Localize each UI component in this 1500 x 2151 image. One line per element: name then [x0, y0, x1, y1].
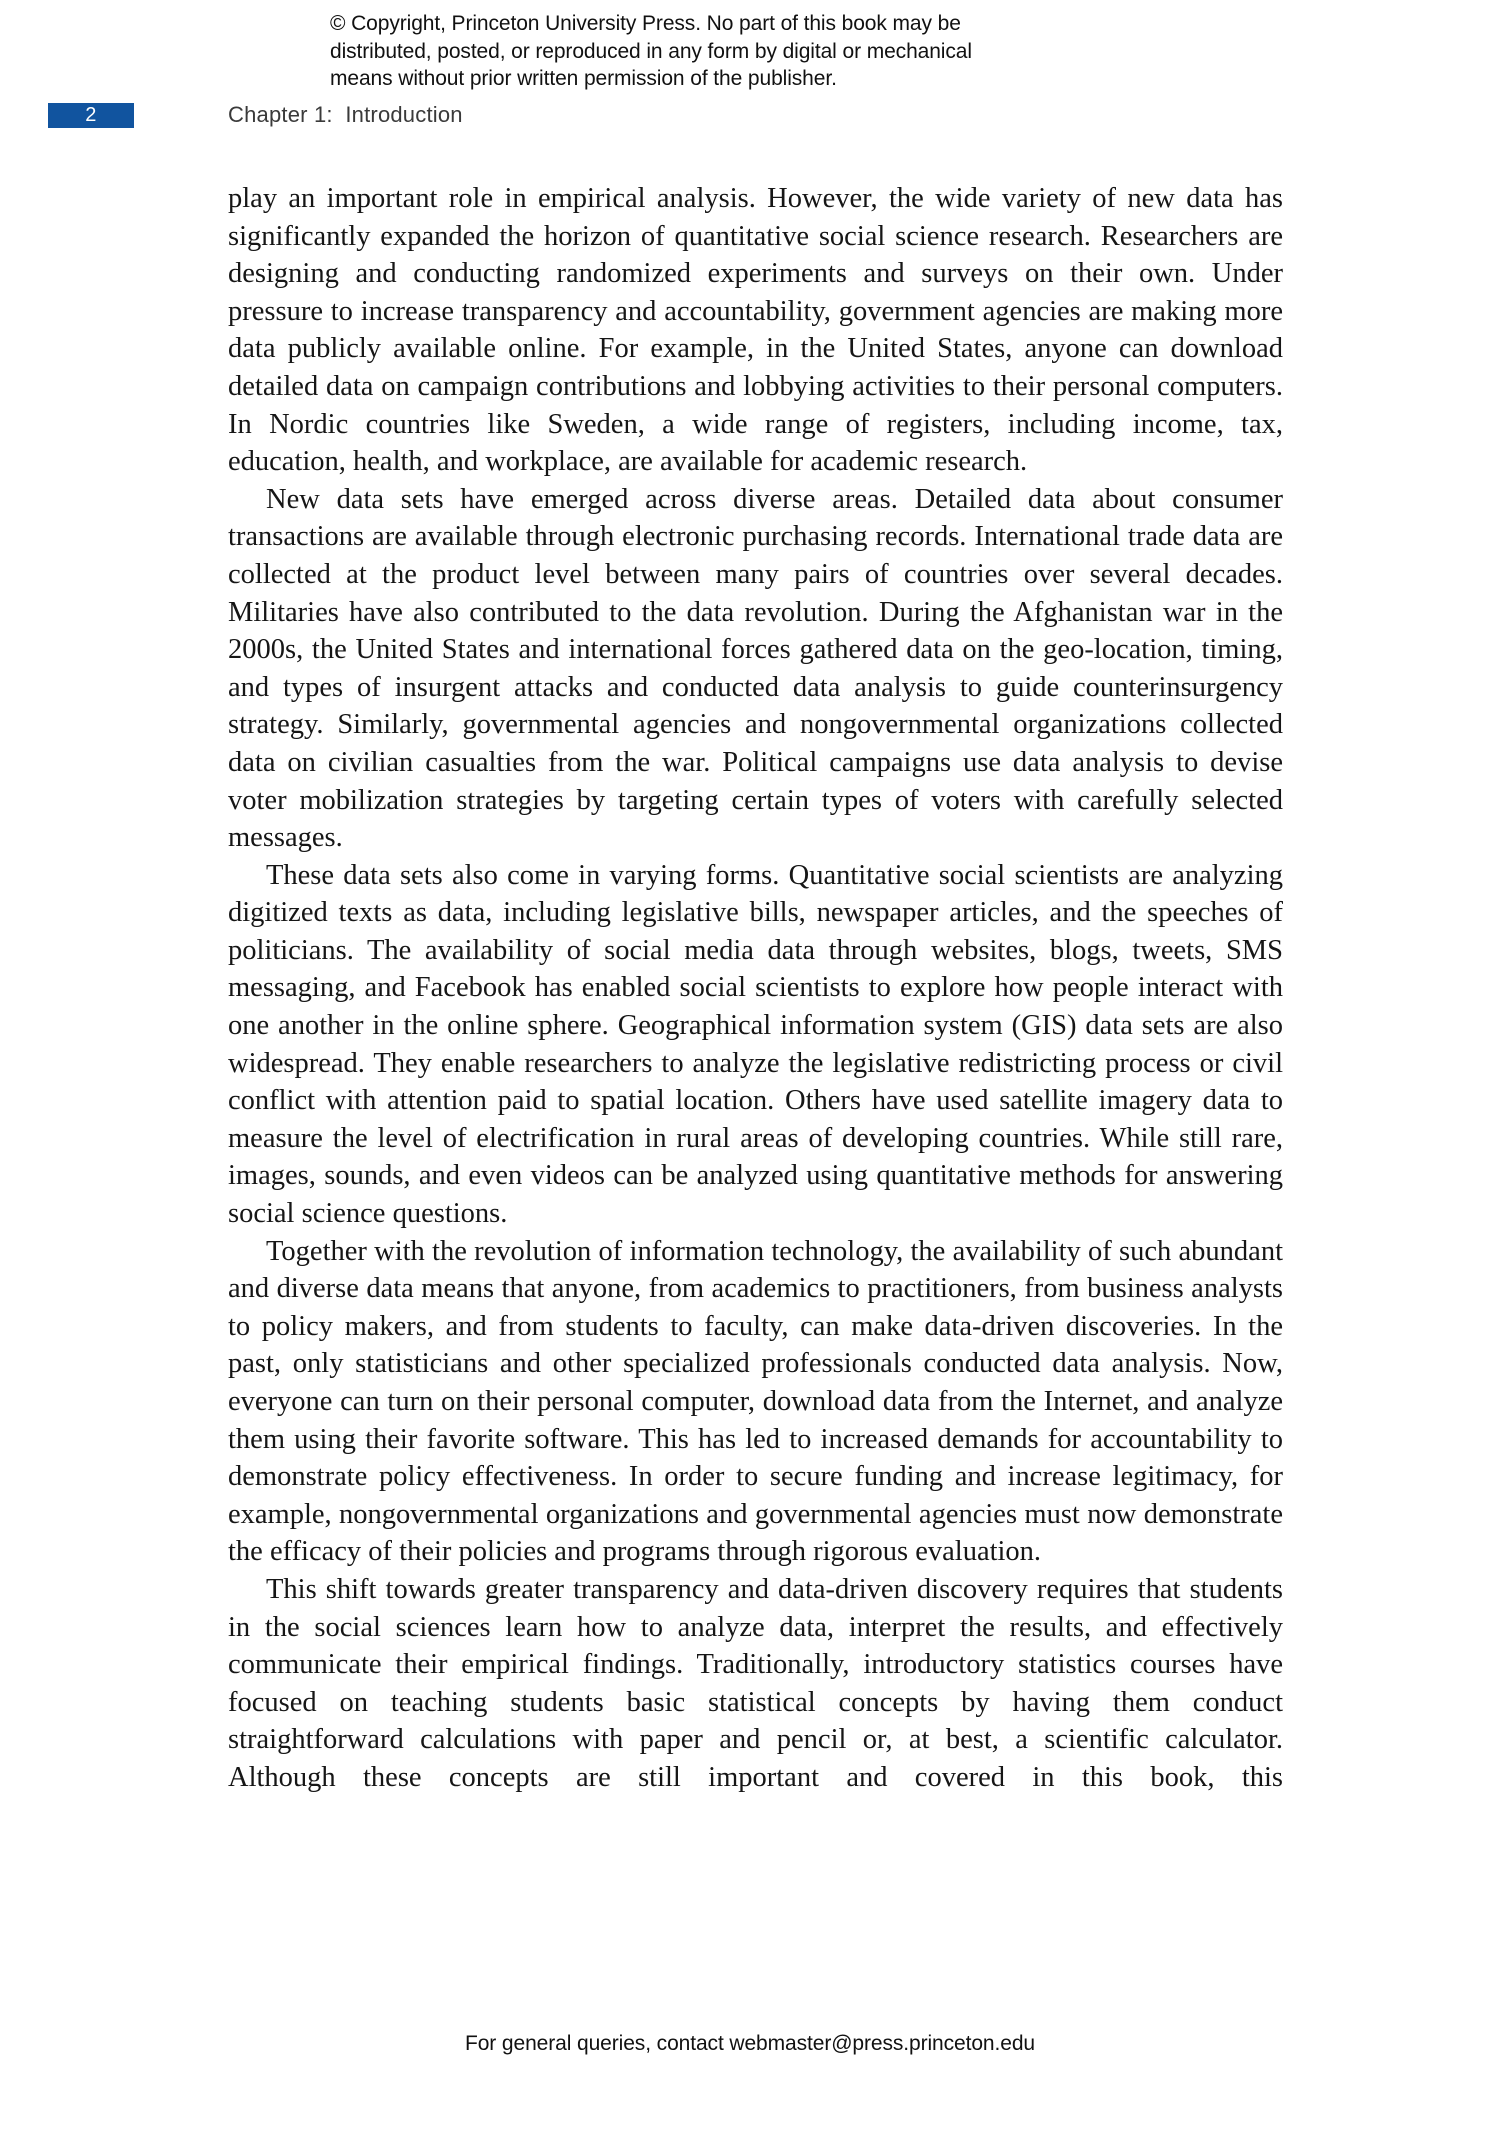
paragraph-3: These data sets also come in varying forms. Quantitative social scientists are analyzing digitized texts as data, including legislative bills, newspaper articles, and the speeches of politicians. The availability of social media data through websites, blogs, tweets, SMS messaging, and Facebook has enabled social scientists to explore how people interact with one another in the online sphere. Geographical information system (GIS) data sets are also widespread. They enable researchers to analyze the legislative redistricting process or civil conflict with attention paid to spatial location. Others have used satellite imagery data to measure the level of electrification in rural areas of developing countries. While still rare, images, sounds, and even videos can be analyzed using quantitative methods for answering social science questions.: [228, 859, 1283, 1230]
paragraph-1: play an important role in empirical analysis. However, the wide variety of new data has significantly expanded the horizon of quantitative social science research. Researchers are designing and conducting randomized experiments and surveys on their own. Under pressure to increase transparency and accountability, government agencies are making more data publicly available online. For example, in the United States, anyone can download detailed data on campaign contributions and lobbying activities to their personal computers. In Nordic countries like Sweden, a wide range of registers, including income, tax, education, health, and workplace, are available for academic research.: [228, 183, 1283, 478]
running-head: [0, 103, 1500, 129]
page-footer: For general queries, contact webmaster@press.princeton.edu: [465, 2032, 1035, 2055]
page-number-badge: 2: [48, 103, 134, 128]
paragraph-4: Together with the revolution of information technology, the availability of such abundant and diverse data means that anyone, from academics to practitioners, from business analysts to policy makers, and from students to faculty, can make data-driven discoveries. In the past, only statisticians and other specialized professionals conducted data analysis. Now, everyone can turn on their personal computer, download data from the Internet, and analyze them using their favorite software. This has led to increased demands for accountability to demonstrate policy effectiveness. In order to secure funding and increase legitimacy, for example, nongovernmental organizations and governmental agencies must now demonstrate the efficacy of their policies and programs through rigorous evaluation.: [228, 1235, 1283, 1568]
copyright-line-1: © Copyright, Princeton University Press. No part of this book may be: [330, 12, 961, 35]
copyright-line-2: distributed, posted, or reproduced in any form by digital or mechanical: [330, 39, 972, 63]
body-text-column: [228, 180, 1283, 1797]
paragraph-5: This shift towards greater transparency and data-driven discovery requires that students in the social sciences learn how to analyze data, interpret the results, and effectively communicate their empirical findings. Traditionally, introductory statistics courses have focused on teaching students basic statistical concepts by having them conduct straightforward calculations with paper and pencil or, at best, a scientific calculator. Although these concepts are still important and covered in this book, this: [228, 1573, 1283, 1793]
paragraph-2: New data sets have emerged across diverse areas. Detailed data about consumer transactions are available through electronic purchasing records. International trade data are collected at the product level between many pairs of countries over several decades. Militaries have also contributed to the data revolution. During the Afghanistan war in the 2000s, the United States and international forces gathered data on the geo-location, timing, and types of insurgent attacks and conducted data analysis to guide counterinsurgency strategy. Similarly, governmental agencies and nongovernmental organizations collected data on civilian casualties from the war. Political campaigns use data analysis to devise voter mobilization strategies by targeting certain types of voters with carefully selected messages.: [228, 483, 1283, 854]
chapter-label: Chapter 1: Introduction: [228, 102, 463, 127]
copyright-notice: [330, 10, 1090, 93]
copyright-line-3: means without prior written permission of the publisher.: [330, 67, 837, 90]
